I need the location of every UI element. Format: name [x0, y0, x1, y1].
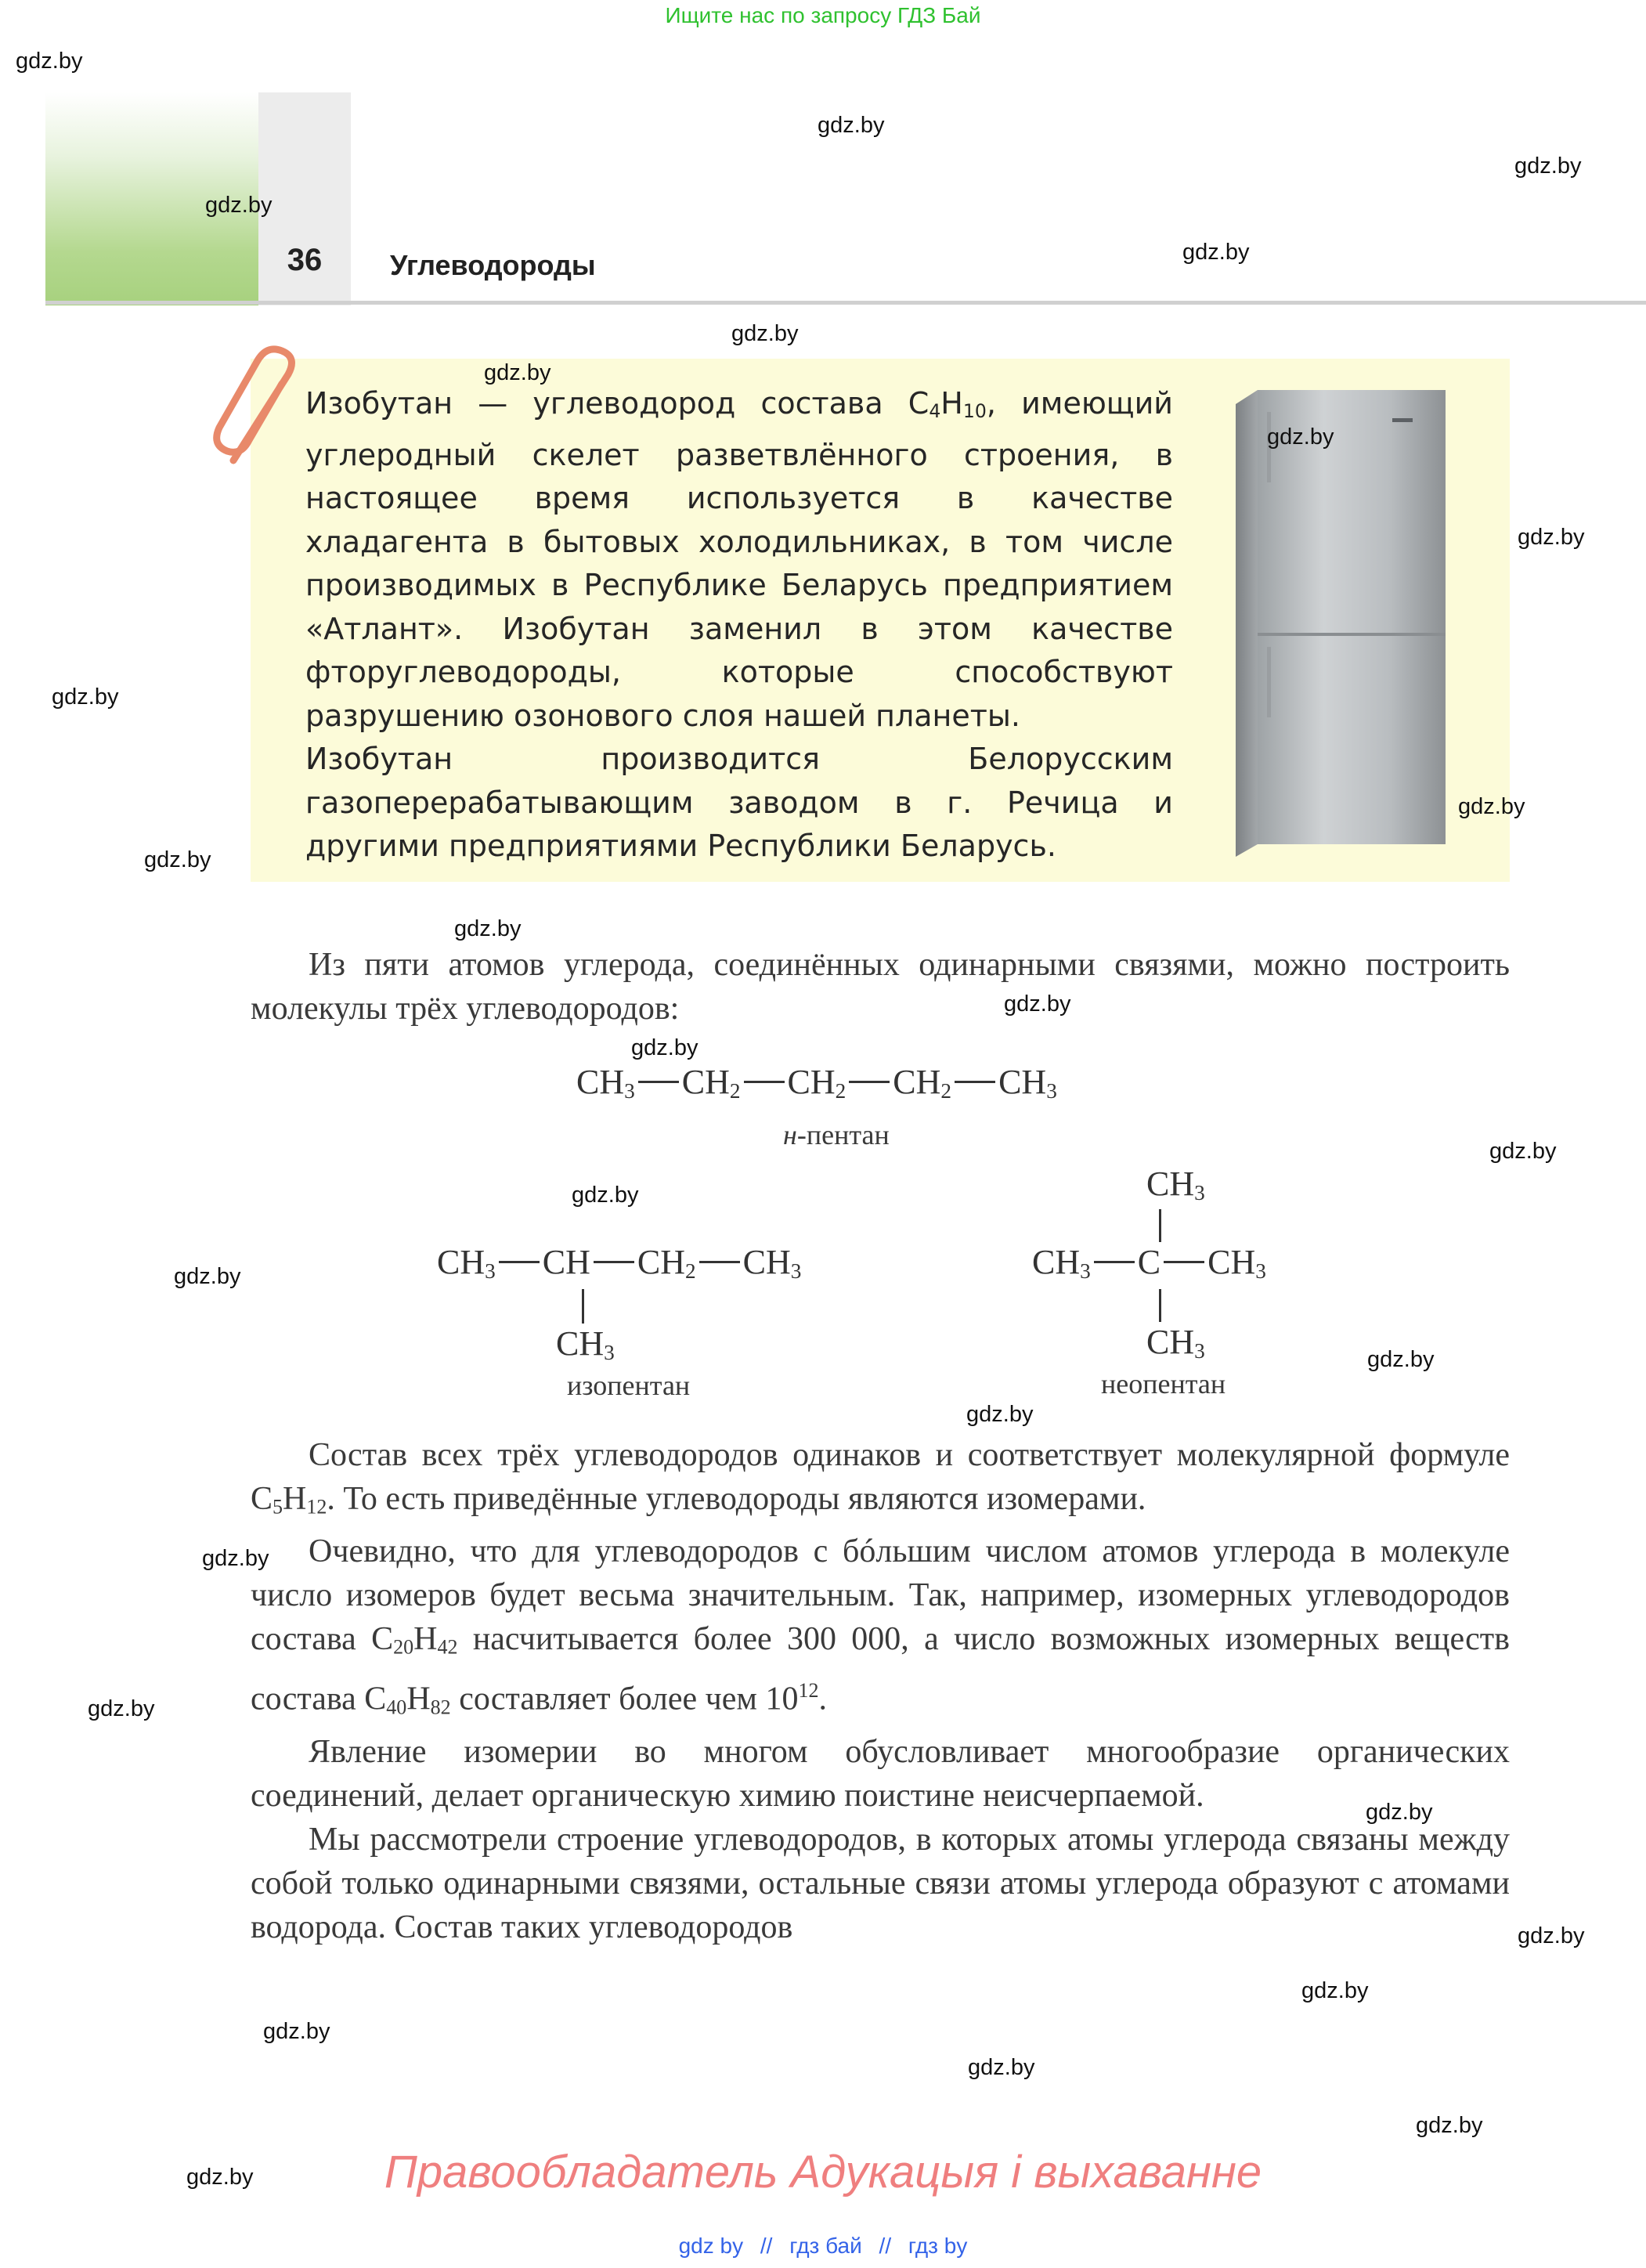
watermark: gdz.by	[1367, 1347, 1435, 1372]
note-paragraph-2: Изобутан производится Белорусским газоперерабатывающим заводом в г. Речица и другими предприятиями Республики Беларусь.	[305, 742, 1173, 864]
watermark: gdz.by	[454, 916, 522, 941]
watermark: gdz.by	[818, 113, 885, 138]
watermark: gdz.by	[144, 847, 211, 872]
watermark: gdz.by	[1182, 240, 1250, 265]
watermark: gdz.by	[202, 1546, 269, 1571]
paragraph-3: Явление изомерии во многом обусловливает многообразие органических соединений, делает органическую химию поистине неисчерпаемой.	[251, 1733, 1510, 1814]
watermark: gdz.by	[484, 360, 551, 385]
neopentane-caption: неопентан	[1101, 1368, 1226, 1399]
neopentane-top-bond	[1159, 1209, 1161, 1242]
section-title: Углеводороды	[390, 249, 596, 281]
link-gdz-by-2[interactable]: гдз by	[908, 2234, 968, 2258]
neopentane-formula: $CH_3$ C $CH_3$	[1032, 1243, 1266, 1283]
paragraph-1: Состав всех трёх углеводородов одинаков и соответствует молекулярной формуле $C_5H_{12}$. То есть приведённые углеводороды являются изомерами.	[251, 1437, 1510, 1519]
watermark: gdz.by	[1004, 991, 1071, 1017]
n-pentane-caption: н-пентан	[783, 1119, 890, 1150]
bottom-links	[0, 2234, 1646, 2259]
watermark: gdz.by	[1301, 1978, 1369, 2003]
isopentane-branch: $CH_3$	[556, 1324, 615, 1364]
watermark: gdz.by	[1416, 2113, 1483, 2138]
body-paragraphs	[251, 1433, 1510, 1949]
intro-paragraph: Из пяти атомов углерода, соединённых одинарными связями, можно построить молекулы трёх углеводородов:	[251, 947, 1510, 1027]
header-divider	[45, 301, 1646, 305]
watermark: gdz.by	[1458, 794, 1525, 819]
link-gdz-bai[interactable]: гдз бай	[789, 2234, 862, 2258]
paperclip-icon	[210, 343, 312, 484]
watermark: gdz.by	[1518, 525, 1585, 550]
watermark: gdz.by	[968, 2055, 1035, 2080]
copyright-footer: Правообладатель Адукацыя і выхаванне	[384, 2147, 1262, 2198]
watermark: gdz.by	[1366, 1800, 1433, 1825]
watermark: gdz.by	[572, 1183, 639, 1208]
watermark: gdz.by	[16, 49, 83, 74]
watermark: gdz.by	[1489, 1139, 1557, 1164]
watermark: gdz.by	[1518, 1923, 1585, 1948]
note-text	[305, 382, 1173, 869]
watermark: gdz.by	[174, 1264, 241, 1289]
fridge-image	[1236, 388, 1447, 858]
watermark: gdz.by	[1514, 153, 1582, 179]
neopentane-bottom-bond	[1159, 1289, 1161, 1322]
isopentane-caption: изопентан	[567, 1370, 691, 1401]
watermark: gdz.by	[88, 1696, 155, 1721]
n-pentane-formula: $CH_3$ $CH_2$ $CH_2$ $CH_2$ $CH_3$	[576, 1063, 1057, 1103]
note-paragraph-1: Изобутан — углеводород состава $C_4H_{10}$, имеющий углеродный скелет разветвлённого строения, в настоящее время используется в качестве хладагента в бытовых холодильниках, в том числе производимых в Республике Беларусь предприятием «Атлант». Изобутан заменил в этом качестве фторуглеводороды, которые способствуют разрушению озонового слоя нашей планеты.	[305, 386, 1173, 733]
watermark: gdz.by	[1267, 424, 1334, 450]
watermark: gdz.by	[966, 1402, 1034, 1427]
paragraph-4: Мы рассмотрели строение углеводородов, в которых атомы углерода связаны между собой только одинарными связями, остальные связи атомы углерода образуют с атомами водорода. Состав таких углеводородов	[251, 1821, 1510, 1945]
watermark: gdz.by	[263, 2019, 330, 2044]
isopentane-formula: $CH_3$ CH $CH_2$ $CH_3$	[437, 1243, 802, 1283]
link-separator: //	[879, 2234, 892, 2258]
neopentane-top-branch: $CH_3$	[1146, 1165, 1205, 1204]
watermark: gdz.by	[731, 321, 799, 346]
watermark: gdz.by	[205, 193, 273, 218]
page-number: 36	[287, 243, 323, 277]
neopentane-bottom-branch: $CH_3$	[1146, 1323, 1205, 1363]
watermark: gdz.by	[631, 1035, 698, 1060]
link-separator: //	[760, 2234, 773, 2258]
isopentane-branch-bond	[582, 1289, 584, 1324]
paragraph-2: Очевидно, что для углеводородов с бóльшим числом атомов углерода в молекуле число изомеров будет весьма значительным. Так, например, изомерных углеводородов состава $C_{20}H_{42}$ насчитывается более 300 000, а число возможных изомерных веществ состава $C_{40}H_{82}$ составляет более чем $10^{12}$.	[251, 1533, 1510, 1719]
link-gdz-by[interactable]: gdz by	[678, 2234, 744, 2258]
watermark: gdz.by	[52, 684, 119, 710]
top-banner[interactable]: Ищите нас по запросу ГДЗ Бай	[665, 3, 981, 27]
watermark: gdz.by	[186, 2165, 254, 2190]
